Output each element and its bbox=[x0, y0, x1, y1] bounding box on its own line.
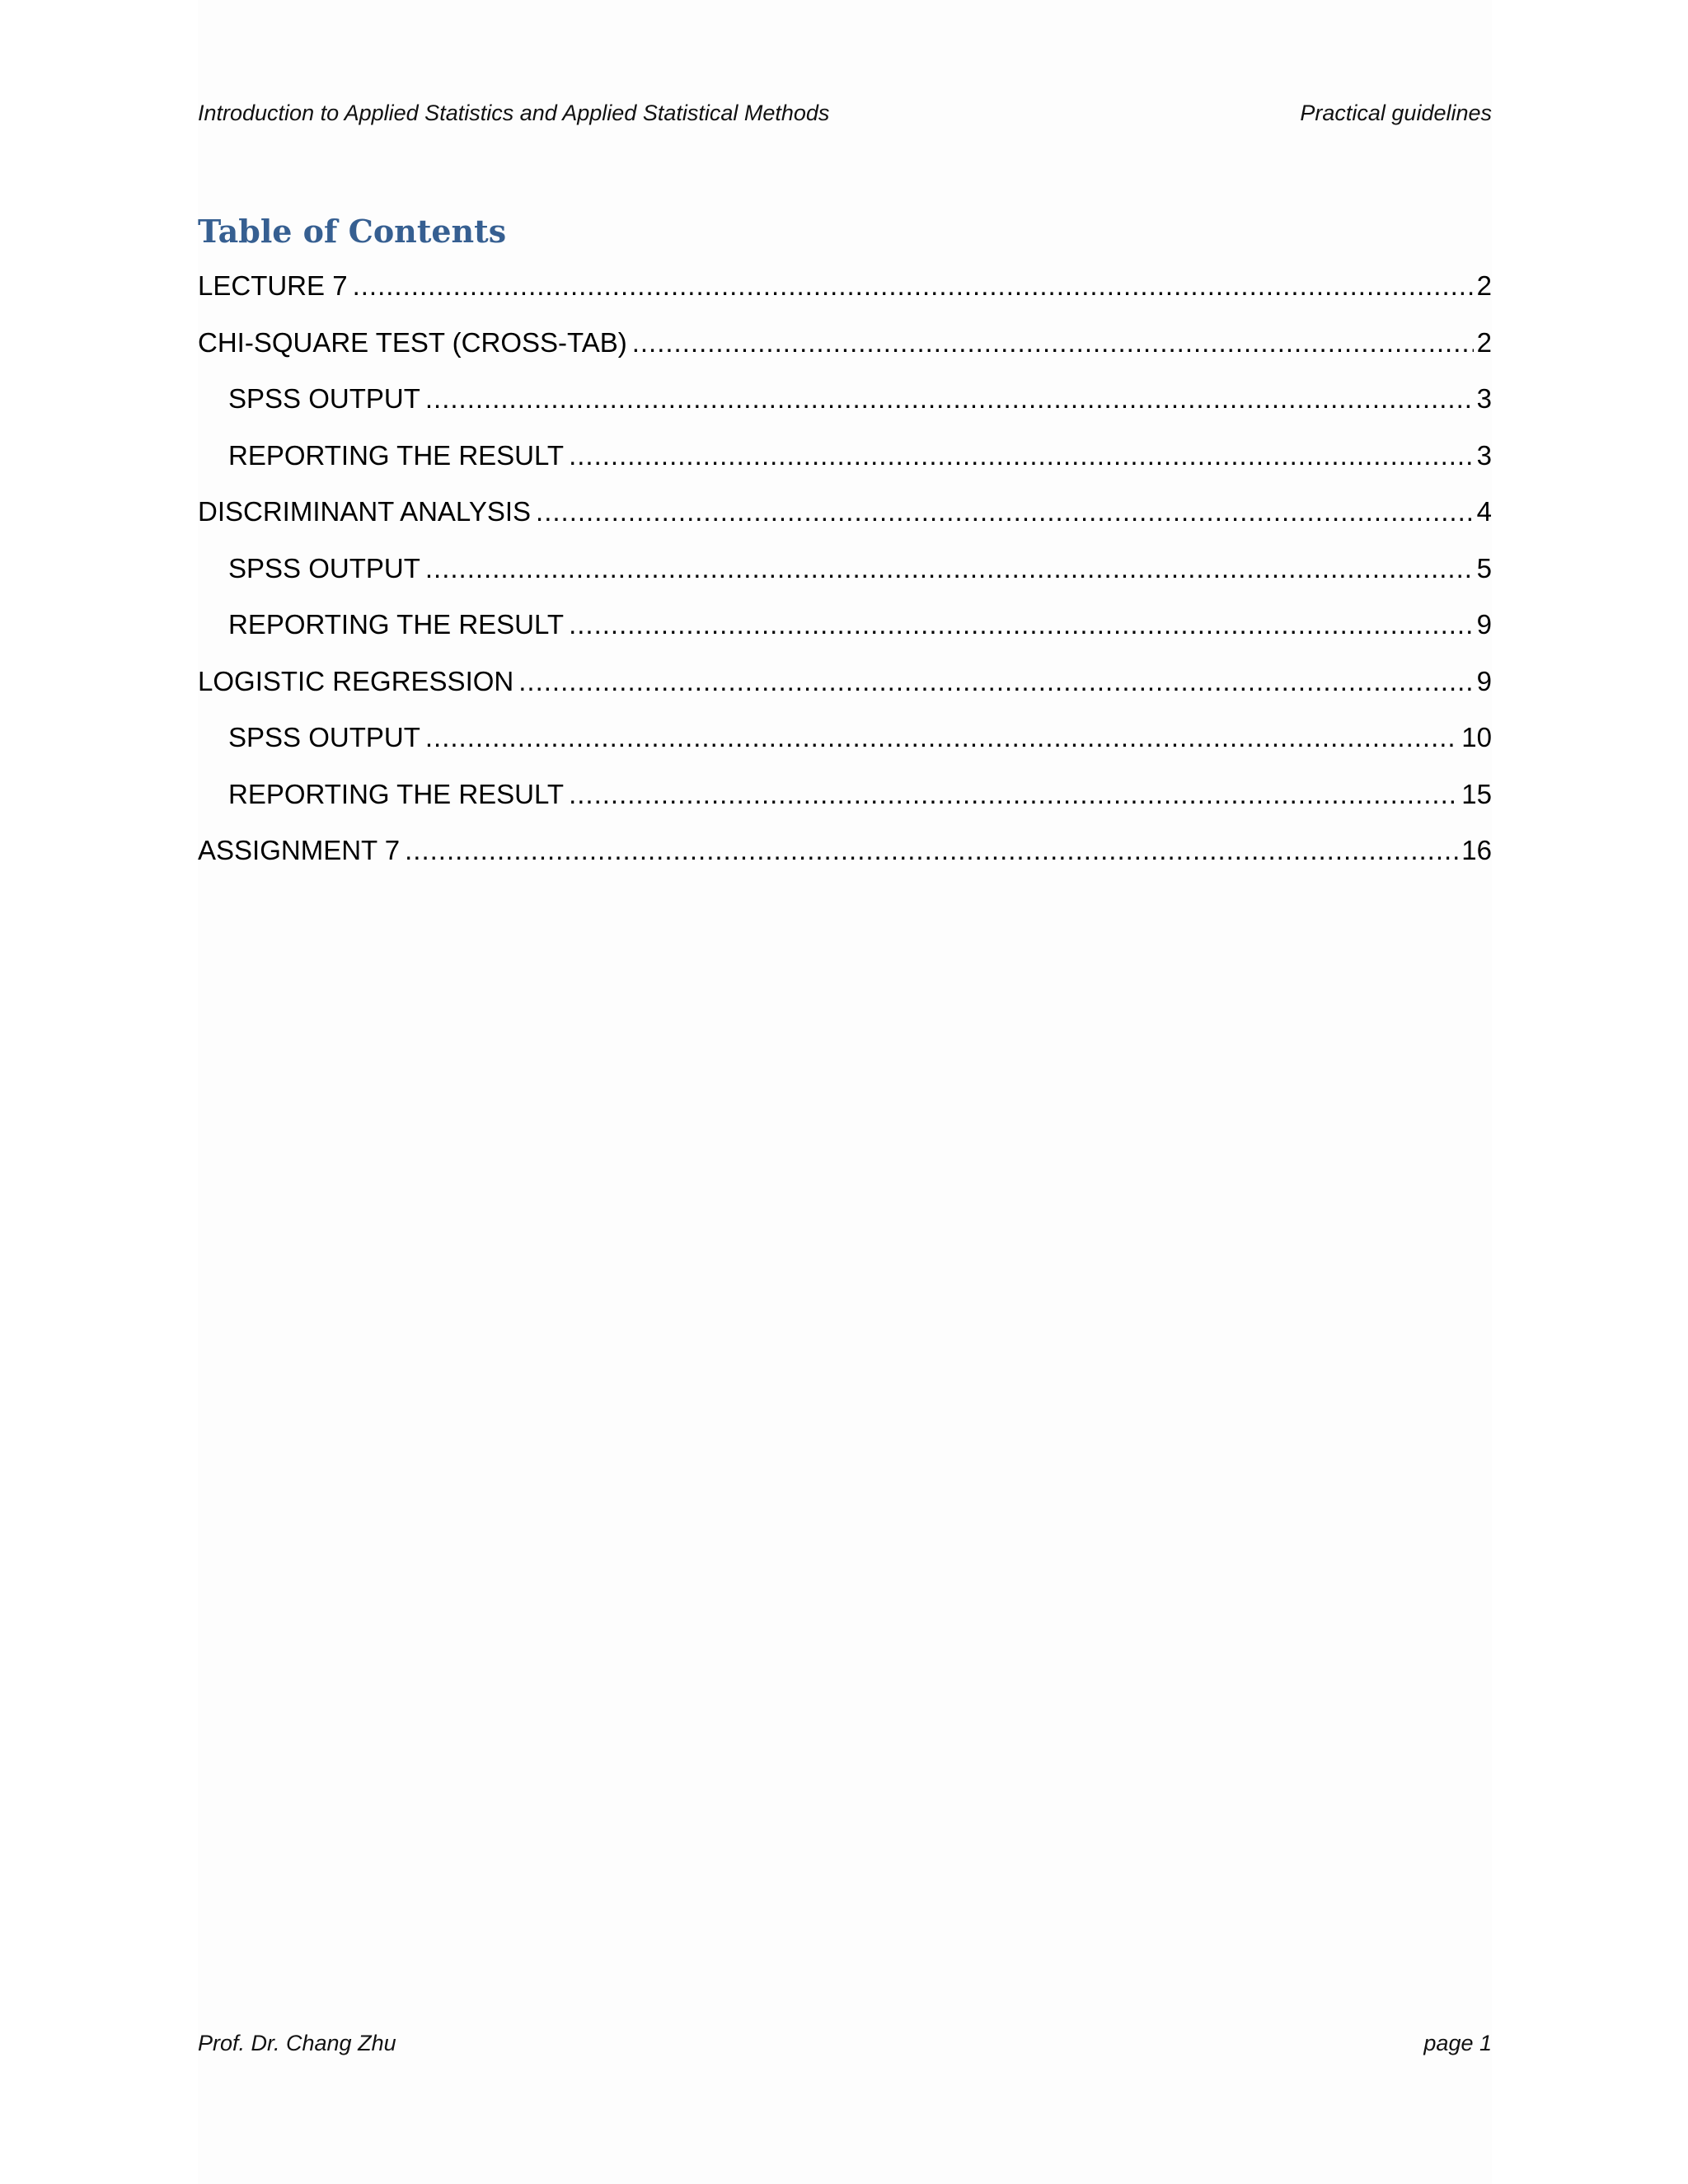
header-section-label: Practical guidelines bbox=[1300, 101, 1492, 125]
toc-entry[interactable] bbox=[198, 270, 1492, 327]
footer-page-number: page 1 bbox=[1423, 2031, 1492, 2055]
toc-dot-leader bbox=[353, 270, 1474, 302]
toc-title: Table of Contents bbox=[198, 213, 507, 250]
toc-dot-leader bbox=[425, 383, 1474, 415]
toc-entry[interactable] bbox=[198, 496, 1492, 553]
toc-entry[interactable] bbox=[198, 327, 1492, 384]
toc-entry-label: REPORTING THE RESULT bbox=[228, 778, 565, 809]
toc-entry[interactable] bbox=[198, 383, 1492, 440]
toc-entry-label: CHI-SQUARE TEST (CROSS-TAB) bbox=[198, 326, 627, 358]
toc-dot-leader bbox=[405, 835, 1458, 866]
toc-entry[interactable] bbox=[198, 440, 1492, 497]
toc-entry-page: 16 bbox=[1461, 835, 1492, 865]
toc-entry-page: 2 bbox=[1476, 326, 1492, 358]
toc-entry-label: REPORTING THE RESULT bbox=[228, 439, 565, 471]
toc-dot-leader bbox=[425, 553, 1474, 584]
toc-entry-label: SPSS OUTPUT bbox=[228, 552, 420, 583]
page-footer bbox=[198, 2031, 1492, 2056]
toc-dot-leader bbox=[518, 666, 1473, 697]
toc-entry-label: SPSS OUTPUT bbox=[228, 722, 420, 752]
toc-dot-leader bbox=[569, 440, 1474, 471]
toc-entry[interactable] bbox=[198, 722, 1492, 779]
toc-entry-label: ASSIGNMENT 7 bbox=[198, 835, 401, 865]
toc-dot-leader bbox=[425, 722, 1458, 753]
toc-entry-page: 2 bbox=[1476, 270, 1492, 301]
header-course-title: Introduction to Applied Statistics and Applied Statistical Methods bbox=[198, 101, 830, 125]
toc-entry[interactable] bbox=[198, 779, 1492, 836]
toc-entry-page: 9 bbox=[1476, 665, 1492, 696]
table-of-contents bbox=[198, 270, 1492, 892]
toc-entry-label: LOGISTIC REGRESSION bbox=[198, 665, 514, 696]
toc-entry-page: 3 bbox=[1476, 383, 1492, 414]
toc-entry-label: REPORTING THE RESULT bbox=[228, 609, 565, 640]
footer-author: Prof. Dr. Chang Zhu bbox=[198, 2031, 396, 2055]
toc-entry[interactable] bbox=[198, 609, 1492, 666]
toc-entry-label: DISCRIMINANT ANALYSIS bbox=[198, 496, 532, 527]
toc-dot-leader bbox=[569, 609, 1474, 640]
toc-entry-label: SPSS OUTPUT bbox=[228, 383, 420, 414]
toc-entry-page: 4 bbox=[1476, 496, 1492, 527]
toc-dot-leader bbox=[536, 496, 1474, 527]
toc-dot-leader bbox=[632, 327, 1474, 359]
toc-entry[interactable] bbox=[198, 835, 1492, 892]
toc-entry-page: 5 bbox=[1476, 552, 1492, 583]
toc-entry-page: 10 bbox=[1461, 722, 1492, 752]
toc-entry-label: LECTURE 7 bbox=[198, 270, 348, 301]
toc-dot-leader bbox=[569, 779, 1458, 810]
toc-entry-page: 15 bbox=[1461, 778, 1492, 809]
toc-entry-page: 9 bbox=[1476, 609, 1492, 640]
page-header bbox=[198, 101, 1492, 126]
toc-entry[interactable] bbox=[198, 666, 1492, 723]
toc-entry[interactable] bbox=[198, 553, 1492, 610]
toc-entry-page: 3 bbox=[1476, 439, 1492, 471]
